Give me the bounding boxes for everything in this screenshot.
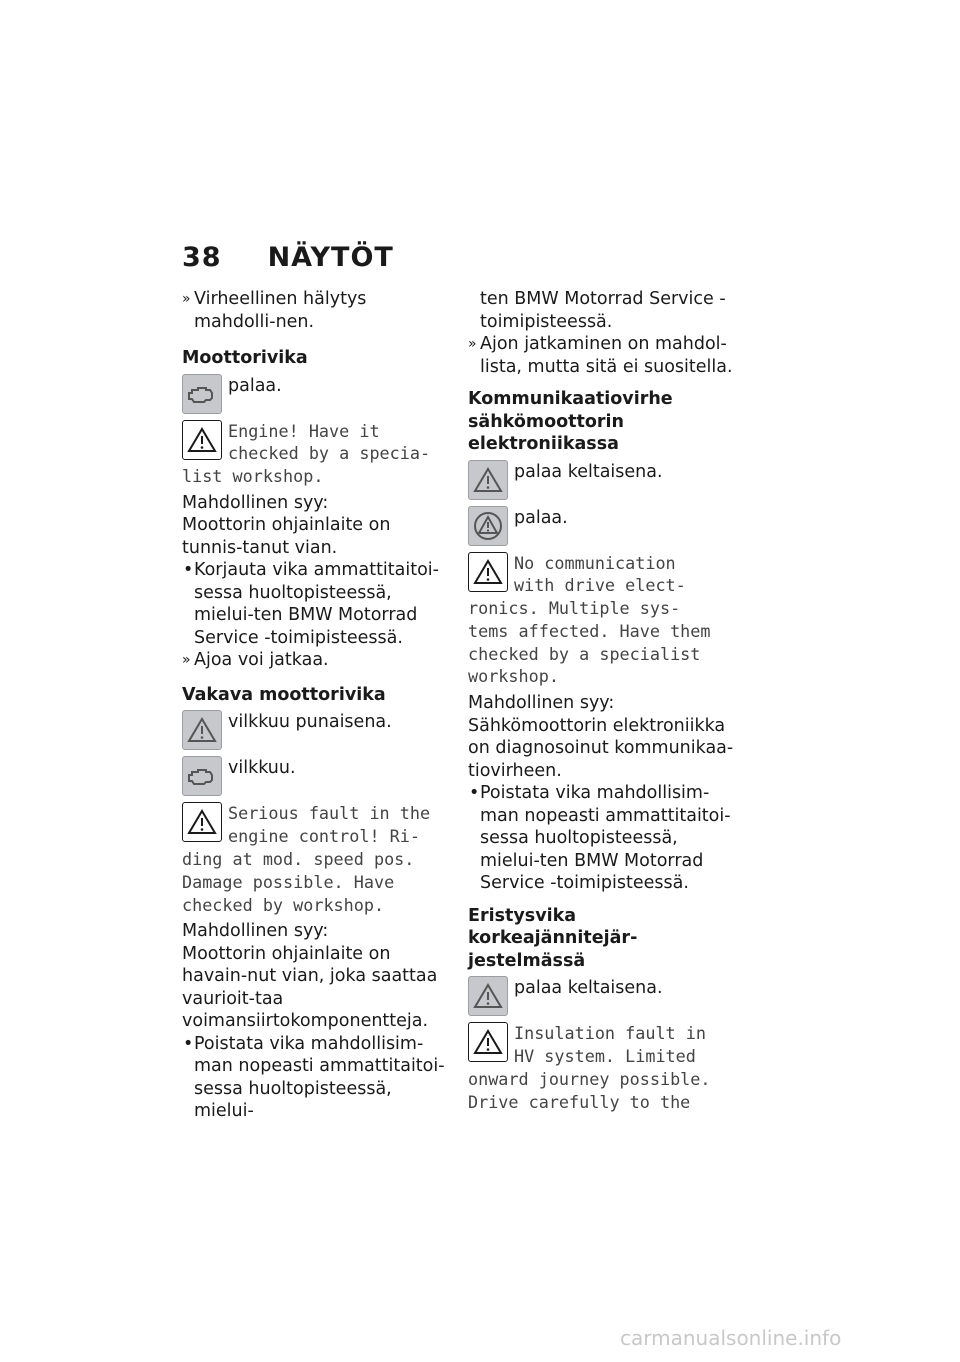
left-column: » Virheellinen hälytys mahdolli-nen. Moottorivika palaa. Engine! Have it checked by a specia- list workshop. Mahdollinen syy: Moottorin ohjainlaite on tunnis-tanut vian. • Korjauta vika ammattitaitoi-sessa huoltopisteessä, mielui-ten BMW Motorrad Service -toimipisteessä. » Ajoa voi jatkaa. Vakava moottorivika vilkkuu punaisena. vilkkuu. Serious fault in the engine control! Ri- ding at mod. speed pos. Damage possible. Have checked by workshop. Mahdollinen syy: Moottorin ohjainlaite on havain-nut vian, joka saattaa vaurioit-taa voimansiirtokomponentteja. • Poistata vika mahdollisim-man nopeasti ammattitaitoi-sessa huoltopisteessä, mielui- [182, 288, 450, 1123]
warning-triangle-icon [182, 420, 222, 460]
engine-warning-icon [182, 756, 222, 796]
intro-note: » Virheellinen hälytys mahdolli-nen. [182, 289, 367, 332]
page-header [182, 242, 394, 273]
chevron-icon: » [182, 652, 191, 669]
continued-text: ten BMW Motorrad Service -toimipisteessä. [480, 289, 726, 332]
warning-triangle-icon [468, 552, 508, 592]
section-heading-serious-engine-fault: Vakava moottorivika [182, 684, 386, 705]
indicator-row: vilkkuu punaisena. [182, 710, 450, 750]
warning-triangle-icon [468, 1022, 508, 1062]
warning-triangle-icon [468, 460, 508, 500]
section-heading-communication-fault: Kommunikaatiovirhe sähkömoottorin elektroniikassa [468, 389, 673, 454]
action-bullet: • Poistata vika mahdollisim-man nopeasti ammattitaitoi-sessa huoltopisteessä, mielui- [183, 1033, 445, 1122]
section-heading-engine-fault: Moottorivika [182, 348, 308, 368]
warning-triangle-icon [182, 802, 222, 842]
page-number: 38 [182, 242, 222, 273]
display-message: No communication with drive elect- ronics. Multiple sys- tems affected. Have them checked by a specialist workshop. [468, 552, 711, 687]
indicator-row: palaa. [468, 506, 740, 546]
warning-triangle-icon [182, 710, 222, 750]
display-message: Insulation fault in HV system. Limited onward journey possible. Drive carefully to the [468, 1023, 711, 1112]
action-bullet: • Korjauta vika ammattitaitoi-sessa huoltopisteessä, mielui-ten BMW Motorrad Service -toimipisteessä. [183, 560, 439, 648]
action-bullet: • Poistata vika mahdollisim-man nopeasti ammattitaitoi-sessa huoltopisteessä, mielui-ten BMW Motorrad Service -toimipisteessä. [469, 783, 731, 894]
note: » Ajon jatkaminen on mahdol-lista, mutta sitä ei suositella. [468, 334, 733, 377]
right-column: ten BMW Motorrad Service -toimipisteessä. » Ajon jatkaminen on mahdol-lista, mutta sitä ei suositella. Kommunikaatiovirhe sähkömoottorin elektroniikassa palaa keltaisena. palaa. No communication with drive elect- ronics. Multiple sys- tems affected. Have them checked by a specialist workshop. Mahdollinen syy: Sähkömoottorin elektroniikka on diagnosoinut kommunikaa-tiovirheen. • Poistata vika mahdollisim-man nopeasti ammattitaitoi-sessa huoltopisteessä, mielui-ten BMW Motorrad Service -toimipisteessä. Eristysvika korkeajännitejär-jestelmässä palaa keltaisena. Insulation fault in HV system. Limited onward journey possible. Drive carefully to the [468, 288, 740, 1117]
drive-system-warning-icon [468, 506, 508, 546]
note: » Ajoa voi jatkaa. [182, 650, 329, 671]
chevron-icon: » [182, 291, 191, 307]
warning-triangle-icon [468, 976, 508, 1016]
indicator-row: vilkkuu. [182, 756, 450, 796]
indicator-row: palaa. [182, 374, 450, 414]
page-title: NÄYTÖT [267, 242, 394, 273]
watermark: carmanualsonline.info [620, 1326, 842, 1350]
indicator-row: palaa keltaisena. [468, 976, 740, 1016]
indicator-row: palaa keltaisena. [468, 460, 740, 500]
engine-warning-icon [182, 374, 222, 414]
section-heading-insulation-fault: Eristysvika korkeajännitejär-jestelmässä [468, 905, 638, 971]
display-message: Engine! Have it checked by a specia- list workshop. [182, 420, 431, 487]
chevron-icon: » [468, 336, 477, 352]
display-message: Serious fault in the engine control! Ri- ding at mod. speed pos. Damage possible. Have checked by workshop. [182, 803, 431, 915]
